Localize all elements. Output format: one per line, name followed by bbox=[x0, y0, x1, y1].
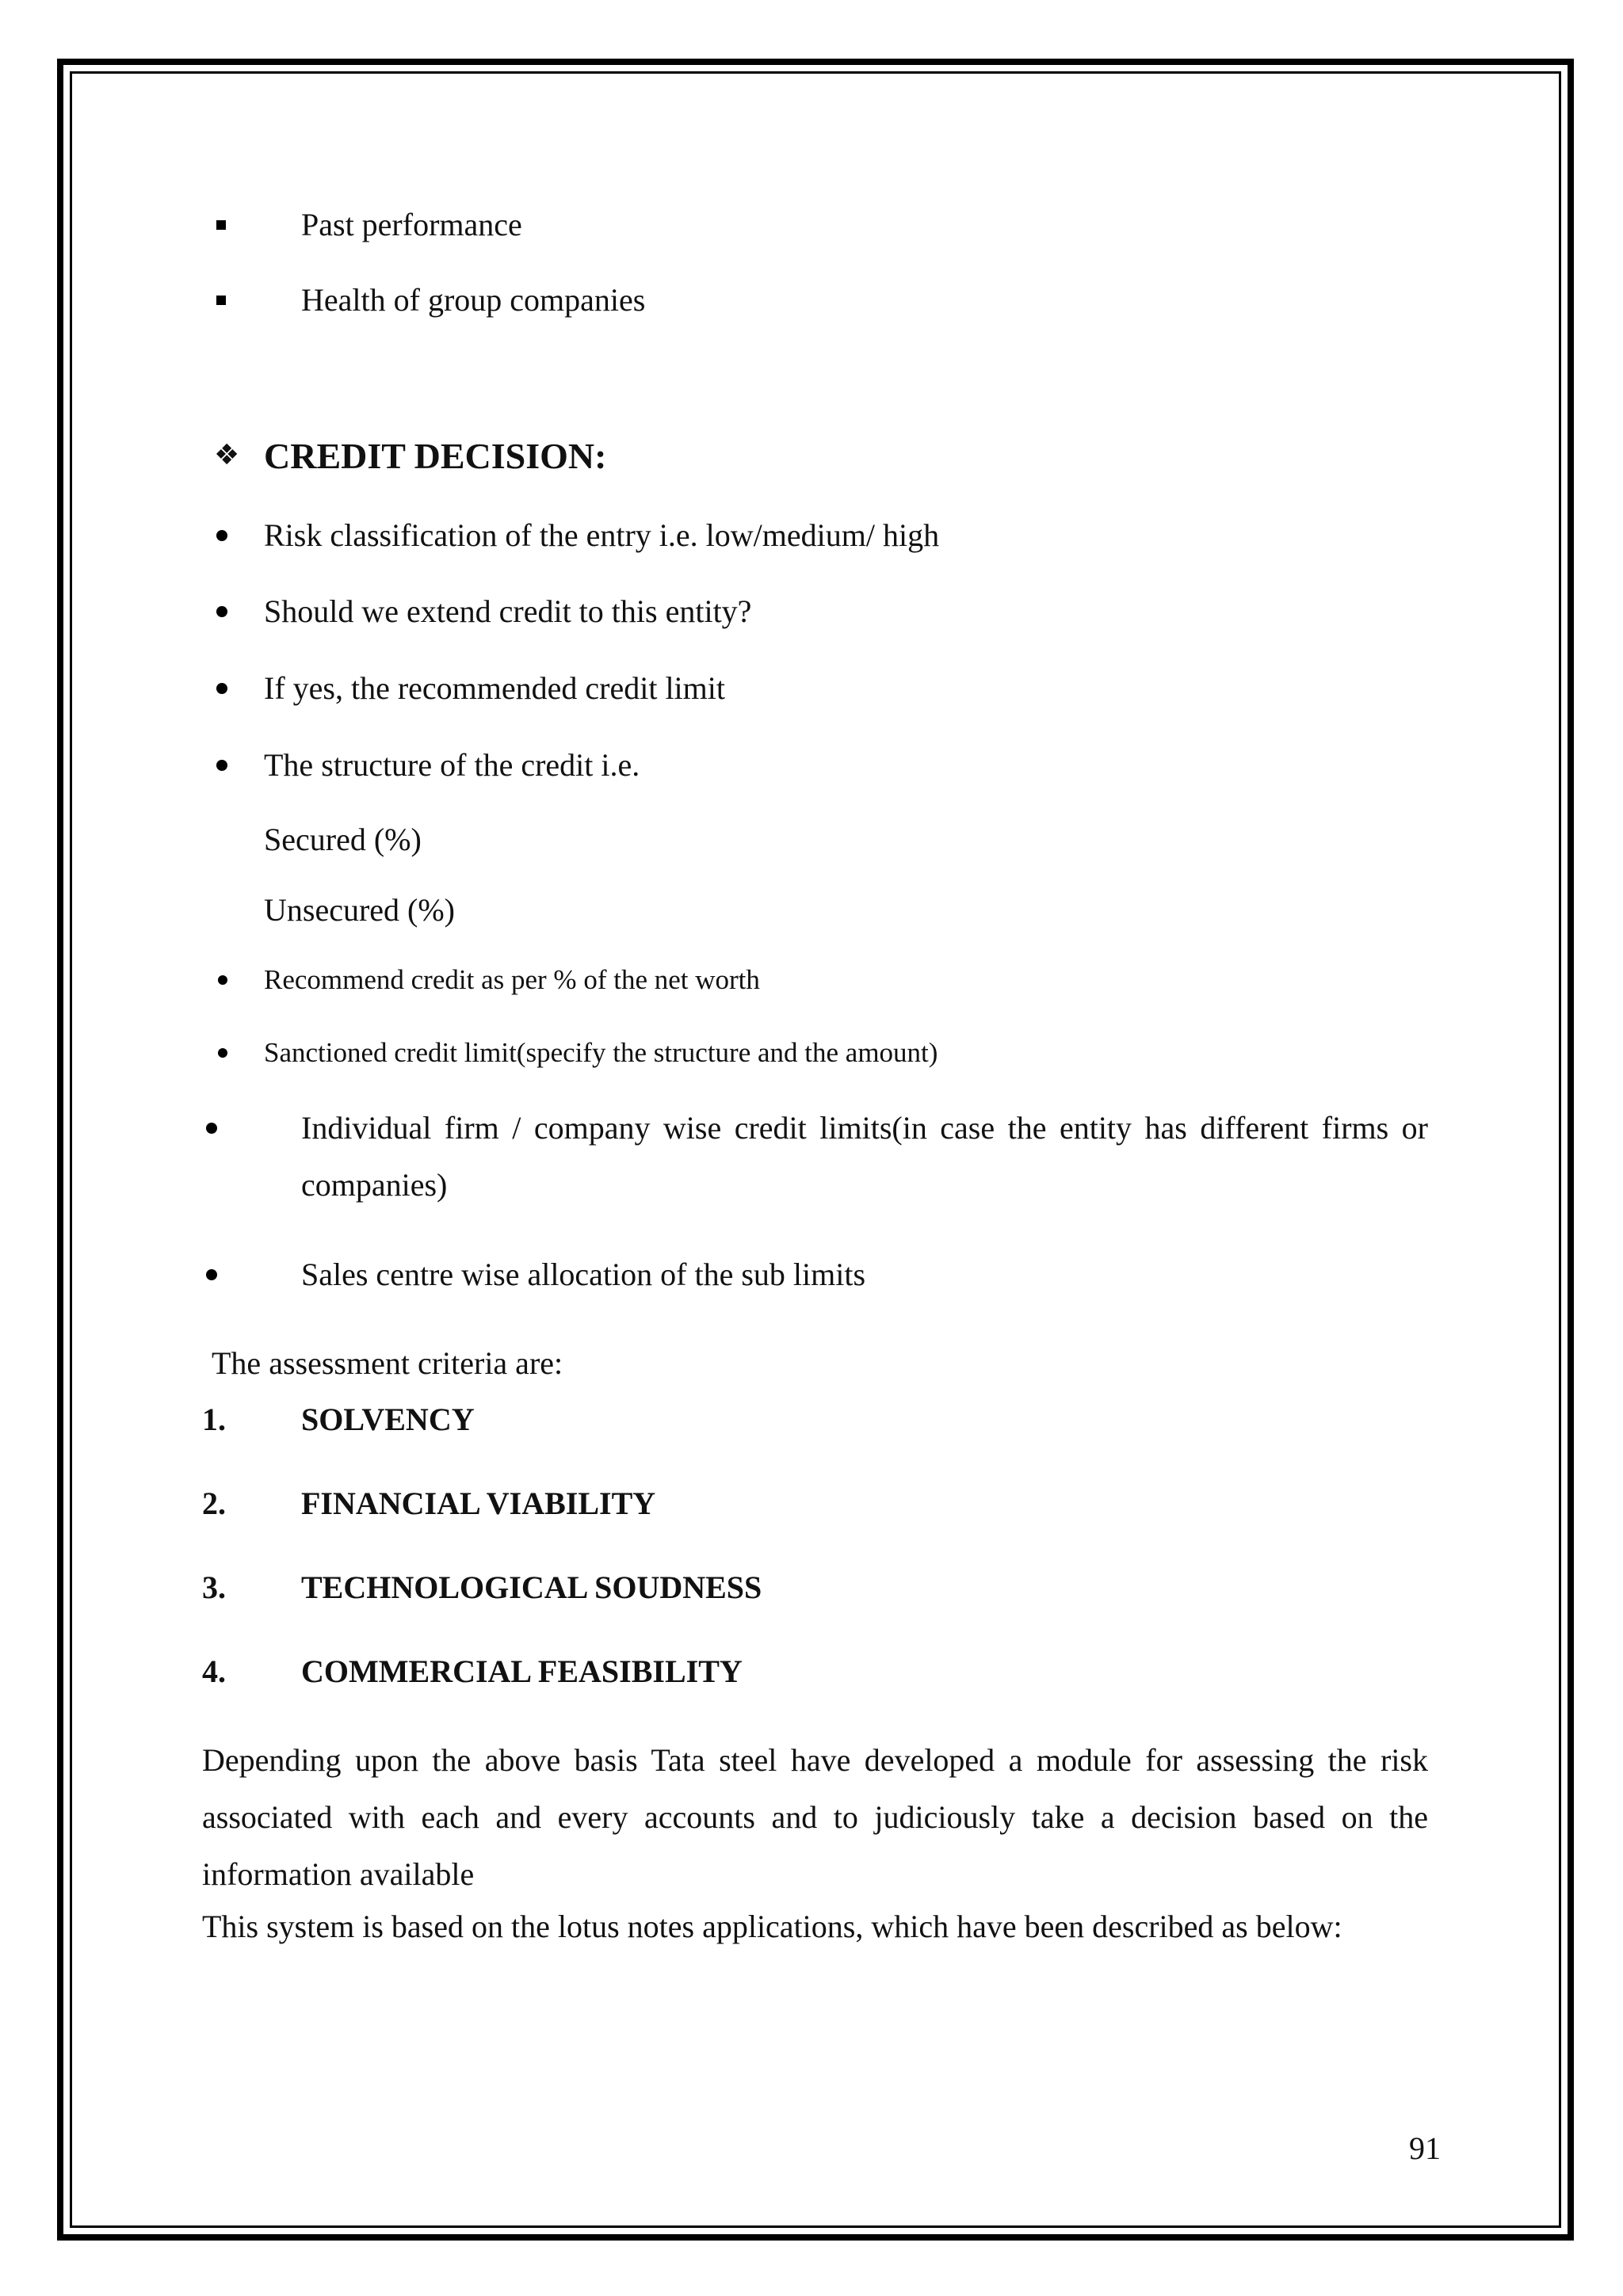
bullet-icon bbox=[218, 975, 227, 985]
bullet-icon bbox=[216, 606, 227, 617]
list-item: Risk classification of the entry i.e. low/medium/ high bbox=[264, 517, 940, 553]
body-paragraph: Depending upon the above basis Tata steel have developed a module for assessing the risk associated with each and every accounts and to judiciously take a decision based on the information available bbox=[202, 1742, 1428, 1892]
list-item: Recommend credit as per % of the net worth bbox=[264, 964, 760, 995]
square-bullet-icon bbox=[216, 296, 226, 305]
criteria-label: TECHNOLOGICAL SOUDNESS bbox=[301, 1569, 762, 1605]
section-heading: CREDIT DECISION: bbox=[264, 436, 607, 476]
list-item: If yes, the recommended credit limit bbox=[264, 670, 726, 706]
list-item: Should we extend credit to this entity? bbox=[264, 593, 752, 629]
list-item: Health of group companies bbox=[301, 282, 646, 318]
list-item: Individual firm / company wise credit limits(in case the entity has different firms or companies) bbox=[301, 1110, 1428, 1203]
criteria-label: SOLVENCY bbox=[301, 1402, 475, 1437]
bullet-icon bbox=[206, 1269, 217, 1280]
list-item: Past performance bbox=[301, 207, 522, 242]
diamond-bullet-icon: ❖ bbox=[214, 439, 240, 471]
bullet-icon bbox=[218, 1048, 227, 1058]
page-number: 91 bbox=[1409, 2130, 1441, 2166]
list-item: Sales centre wise allocation of the sub limits bbox=[301, 1257, 866, 1292]
criteria-number: 4. bbox=[202, 1653, 226, 1689]
list-item: Sanctioned credit limit(specify the structure and the amount) bbox=[264, 1037, 938, 1068]
criteria-label: COMMERCIAL FEASIBILITY bbox=[301, 1653, 743, 1689]
criteria-number: 2. bbox=[202, 1486, 226, 1521]
criteria-number: 1. bbox=[202, 1402, 226, 1437]
list-item: The structure of the credit i.e. bbox=[264, 747, 640, 783]
criteria-number: 3. bbox=[202, 1569, 226, 1605]
bullet-icon bbox=[216, 530, 227, 541]
criteria-label: FINANCIAL VIABILITY bbox=[301, 1486, 656, 1521]
structure-line: Secured (%) bbox=[264, 822, 422, 857]
bullet-icon bbox=[216, 760, 227, 771]
square-bullet-icon bbox=[216, 220, 226, 230]
assessment-intro: The assessment criteria are: bbox=[212, 1345, 563, 1381]
bullet-icon bbox=[206, 1123, 217, 1134]
body-paragraph: This system is based on the lotus notes applications, which have been described as below: bbox=[202, 1909, 1342, 1944]
structure-line: Unsecured (%) bbox=[264, 892, 455, 928]
bullet-icon bbox=[216, 683, 227, 694]
